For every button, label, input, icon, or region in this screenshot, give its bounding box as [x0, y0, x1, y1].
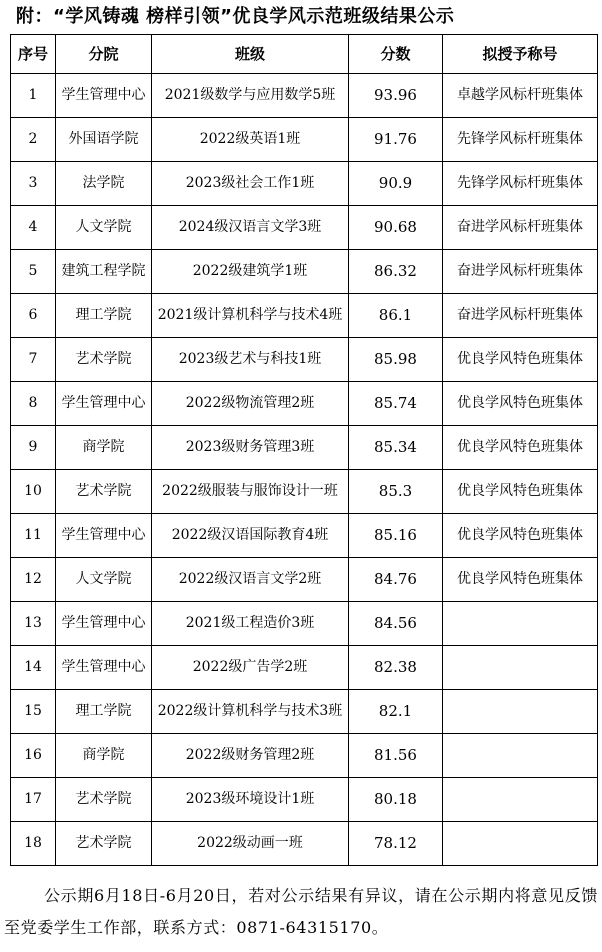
row-number: 15: [11, 690, 56, 734]
row-class: 2021级计算机科学与技术4班: [152, 294, 349, 338]
row-college: 艺术学院: [56, 822, 152, 866]
row-class: 2022级英语1班: [152, 118, 349, 162]
row-honor-title: 奋进学风标杆班集体: [443, 206, 598, 250]
row-class: 2023级社会工作1班: [152, 162, 349, 206]
row-college: 理工学院: [56, 294, 152, 338]
row-number: 2: [11, 118, 56, 162]
row-class: 2021级工程造价3班: [152, 602, 349, 646]
row-class: 2021级数学与应用数学5班: [152, 74, 349, 118]
row-honor-title: [443, 734, 598, 778]
row-number: 17: [11, 778, 56, 822]
row-number: 1: [11, 74, 56, 118]
row-honor-title: 先锋学风标杆班集体: [443, 118, 598, 162]
row-honor-title: [443, 778, 598, 822]
row-college: 人文学院: [56, 558, 152, 602]
row-number: 11: [11, 514, 56, 558]
row-college: 法学院: [56, 162, 152, 206]
row-class: 2023级环境设计1班: [152, 778, 349, 822]
row-number: 7: [11, 338, 56, 382]
row-number: 6: [11, 294, 56, 338]
table-body: [11, 74, 598, 866]
row-honor-title: [443, 602, 598, 646]
row-honor-title: 优良学风特色班集体: [443, 338, 598, 382]
notice-text: 公示期6月18日-6月20日，若对公示结果有异议，请在公示期内将意见反馈至党委学生工作部，联系方式：0871-64315170。: [4, 886, 598, 937]
header-college: 分院: [56, 35, 152, 74]
row-honor-title: 先锋学风标杆班集体: [443, 162, 598, 206]
row-score: 93.96: [349, 74, 443, 118]
row-college: 学生管理中心: [56, 646, 152, 690]
row-class: 2022级汉语言文学2班: [152, 558, 349, 602]
row-college: 理工学院: [56, 690, 152, 734]
row-college: 学生管理中心: [56, 514, 152, 558]
row-score: 84.56: [349, 602, 443, 646]
row-class: 2022级广告学2班: [152, 646, 349, 690]
row-college: 商学院: [56, 734, 152, 778]
table-row: [11, 382, 598, 426]
row-college: 学生管理中心: [56, 382, 152, 426]
row-score: 80.18: [349, 778, 443, 822]
row-honor-title: 优良学风特色班集体: [443, 382, 598, 426]
table-header-row: [11, 35, 598, 74]
row-class: 2022级财务管理2班: [152, 734, 349, 778]
row-class: 2022级服装与服饰设计一班: [152, 470, 349, 514]
row-honor-title: 优良学风特色班集体: [443, 558, 598, 602]
row-score: 91.76: [349, 118, 443, 162]
row-score: 86.1: [349, 294, 443, 338]
row-honor-title: 优良学风特色班集体: [443, 426, 598, 470]
row-honor-title: 奋进学风标杆班集体: [443, 250, 598, 294]
row-score: 90.68: [349, 206, 443, 250]
row-college: 艺术学院: [56, 778, 152, 822]
table-row: [11, 514, 598, 558]
row-college: 学生管理中心: [56, 74, 152, 118]
table-row: [11, 734, 598, 778]
row-score: 85.74: [349, 382, 443, 426]
row-class: 2023级财务管理3班: [152, 426, 349, 470]
row-number: 5: [11, 250, 56, 294]
row-score: 82.38: [349, 646, 443, 690]
results-table: [10, 34, 598, 866]
row-score: 81.56: [349, 734, 443, 778]
row-number: 10: [11, 470, 56, 514]
table-row: [11, 250, 598, 294]
table-row: [11, 646, 598, 690]
table-row: [11, 558, 598, 602]
row-college: 学生管理中心: [56, 602, 152, 646]
row-score: 85.16: [349, 514, 443, 558]
header-title: 拟授予称号: [443, 35, 598, 74]
row-score: 84.76: [349, 558, 443, 602]
table-row: [11, 470, 598, 514]
row-honor-title: [443, 690, 598, 734]
row-class: 2022级动画一班: [152, 822, 349, 866]
row-number: 8: [11, 382, 56, 426]
row-honor-title: 优良学风特色班集体: [443, 514, 598, 558]
row-score: 86.32: [349, 250, 443, 294]
header-seq: 序号: [11, 35, 56, 74]
row-score: 85.98: [349, 338, 443, 382]
table-row: [11, 778, 598, 822]
row-honor-title: [443, 822, 598, 866]
row-number: 16: [11, 734, 56, 778]
row-number: 9: [11, 426, 56, 470]
table-row: [11, 822, 598, 866]
table-row: [11, 426, 598, 470]
row-class: 2023级艺术与科技1班: [152, 338, 349, 382]
row-class: 2024级汉语言文学3班: [152, 206, 349, 250]
table-row: [11, 294, 598, 338]
table-row: [11, 206, 598, 250]
table-row: [11, 602, 598, 646]
row-honor-title: 优良学风特色班集体: [443, 470, 598, 514]
row-class: 2022级建筑学1班: [152, 250, 349, 294]
table-row: [11, 162, 598, 206]
table-row: [11, 74, 598, 118]
page-title: 附：“学风铸魂 榜样引领”优良学风示范班级结果公示: [16, 6, 455, 27]
row-number: 14: [11, 646, 56, 690]
row-college: 人文学院: [56, 206, 152, 250]
row-number: 3: [11, 162, 56, 206]
header-class: 班级: [152, 35, 349, 74]
row-class: 2022级物流管理2班: [152, 382, 349, 426]
row-honor-title: 卓越学风标杆班集体: [443, 74, 598, 118]
row-score: 85.34: [349, 426, 443, 470]
table-row: [11, 118, 598, 162]
row-number: 4: [11, 206, 56, 250]
row-score: 78.12: [349, 822, 443, 866]
row-college: 艺术学院: [56, 338, 152, 382]
table-row: [11, 338, 598, 382]
row-number: 12: [11, 558, 56, 602]
row-class: 2022级计算机科学与技术3班: [152, 690, 349, 734]
row-college: 建筑工程学院: [56, 250, 152, 294]
row-honor-title: 奋进学风标杆班集体: [443, 294, 598, 338]
row-number: 18: [11, 822, 56, 866]
header-score: 分数: [349, 35, 443, 74]
row-college: 商学院: [56, 426, 152, 470]
row-honor-title: [443, 646, 598, 690]
table-row: [11, 690, 598, 734]
row-class: 2022级汉语国际教育4班: [152, 514, 349, 558]
row-college: 艺术学院: [56, 470, 152, 514]
row-score: 85.3: [349, 470, 443, 514]
row-college: 外国语学院: [56, 118, 152, 162]
row-score: 82.1: [349, 690, 443, 734]
row-score: 90.9: [349, 162, 443, 206]
row-number: 13: [11, 602, 56, 646]
